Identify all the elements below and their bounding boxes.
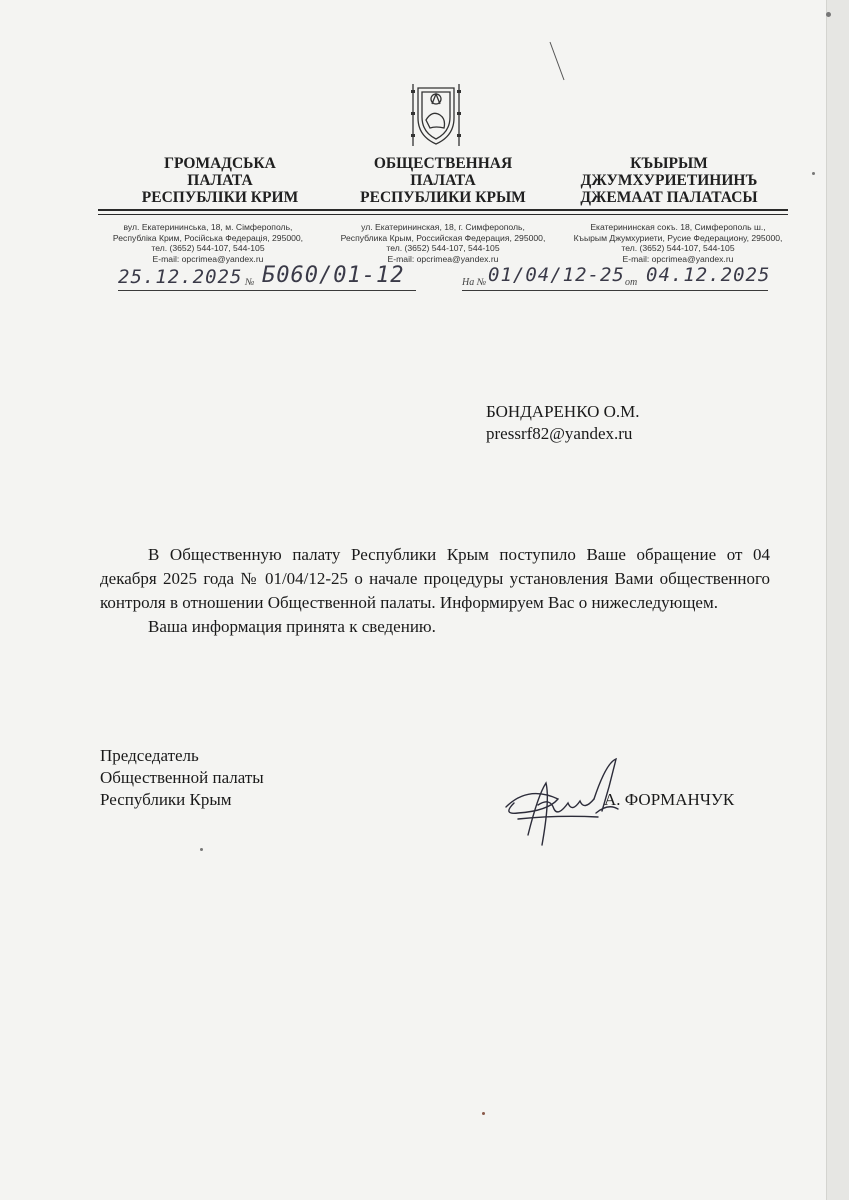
scan-speck <box>812 172 815 175</box>
recipient-email: pressrf82@yandex.ru <box>486 424 633 443</box>
reference-underline <box>462 290 768 291</box>
address-line: E-mail: opcrimea@yandex.ru <box>622 253 734 264</box>
signatory-name: А. ФОРМАНЧУК <box>604 790 735 809</box>
signatory-title-line: Республики Крым <box>100 790 232 809</box>
recipient-block <box>486 401 640 445</box>
outgoing-date: 25.12.2025 <box>118 266 243 288</box>
header-crimean-tatar <box>549 155 789 206</box>
address-line: тел. (3652) 544-107, 544-105 <box>151 243 265 253</box>
address-line: Екатерининская сокъ. 18, Симферополь ш., <box>590 222 766 232</box>
scan-speck <box>826 12 831 17</box>
address-line: тел. (3652) 544-107, 544-105 <box>386 243 500 253</box>
incoming-date: 04.12.2025 <box>646 264 771 286</box>
incoming-date-label: от <box>625 277 638 288</box>
signatory-title-line: Общественной палаты <box>100 768 264 787</box>
address-line: ул. Екатерининская, 18, г. Симферополь, <box>361 222 525 232</box>
address-line: E-mail: opcrimea@yandex.ru <box>152 253 264 264</box>
address-line: вул. Екатерининська, 18, м. Сімферополь, <box>123 222 293 232</box>
header-divider-thin <box>98 214 788 215</box>
address-ukrainian <box>88 222 328 264</box>
address-line: тел. (3652) 544-107, 544-105 <box>621 243 735 253</box>
header-line: ГРОМАДСЬКА <box>164 155 276 172</box>
scan-mark <box>548 40 568 84</box>
outgoing-number-label: № <box>245 277 255 288</box>
address-crimean-tatar <box>558 222 798 264</box>
header-line: ПАЛАТА <box>410 172 476 189</box>
header-ukrainian <box>100 155 340 206</box>
header-line: ДЖУМХУРИЕТИНИНЪ <box>580 172 758 189</box>
header-line: КЪЫРЫМ <box>630 155 708 172</box>
scan-speck <box>482 1112 485 1115</box>
reference-underline <box>118 290 416 291</box>
header-divider <box>98 209 788 211</box>
header-line: РЕСПУБЛІКИ КРИМ <box>141 189 299 206</box>
incoming-number-label: На № <box>462 277 487 288</box>
header-line: ДЖЕМААТ ПАЛАТАСЫ <box>580 189 758 206</box>
header-russian <box>323 155 563 206</box>
letter-body <box>100 543 770 639</box>
signatory-title <box>100 745 264 811</box>
address-line: Республика Крым, Российская Федерация, 295000, <box>340 232 546 243</box>
scan-edge <box>826 0 849 1200</box>
address-line: Къырым Джумхуриети, Русие Федерациону, 295000, <box>573 232 783 243</box>
header-line: ОБЩЕСТВЕННАЯ <box>373 155 513 172</box>
address-line: Республіка Крим, Російська Федерація, 295000, <box>112 232 304 243</box>
incoming-number: 01/04/12-25 <box>488 264 625 286</box>
signatory-title-line: Председатель <box>100 746 199 765</box>
header-line: РЕСПУБЛИКИ КРЫМ <box>360 189 526 206</box>
body-paragraph: Ваша информация принята к сведению. <box>148 617 436 636</box>
outgoing-number: Б060/01-12 <box>262 263 405 288</box>
coat-of-arms-icon <box>408 82 464 148</box>
address-russian <box>323 222 563 264</box>
scan-speck <box>200 848 203 851</box>
recipient-name: БОНДАРЕНКО О.М. <box>486 402 640 421</box>
header-line: ПАЛАТА <box>187 172 253 189</box>
body-paragraph: В Общественную палату Республики Крым поступило Ваше обращение от 04 декабря 2025 года № 01/04/12-25 о начале процедуры установления Вами общественного контроля в отношении Общественной палаты. Информируем Вас о нижеследующем. <box>100 545 770 612</box>
address-line: E-mail: opcrimea@yandex.ru <box>387 253 499 264</box>
